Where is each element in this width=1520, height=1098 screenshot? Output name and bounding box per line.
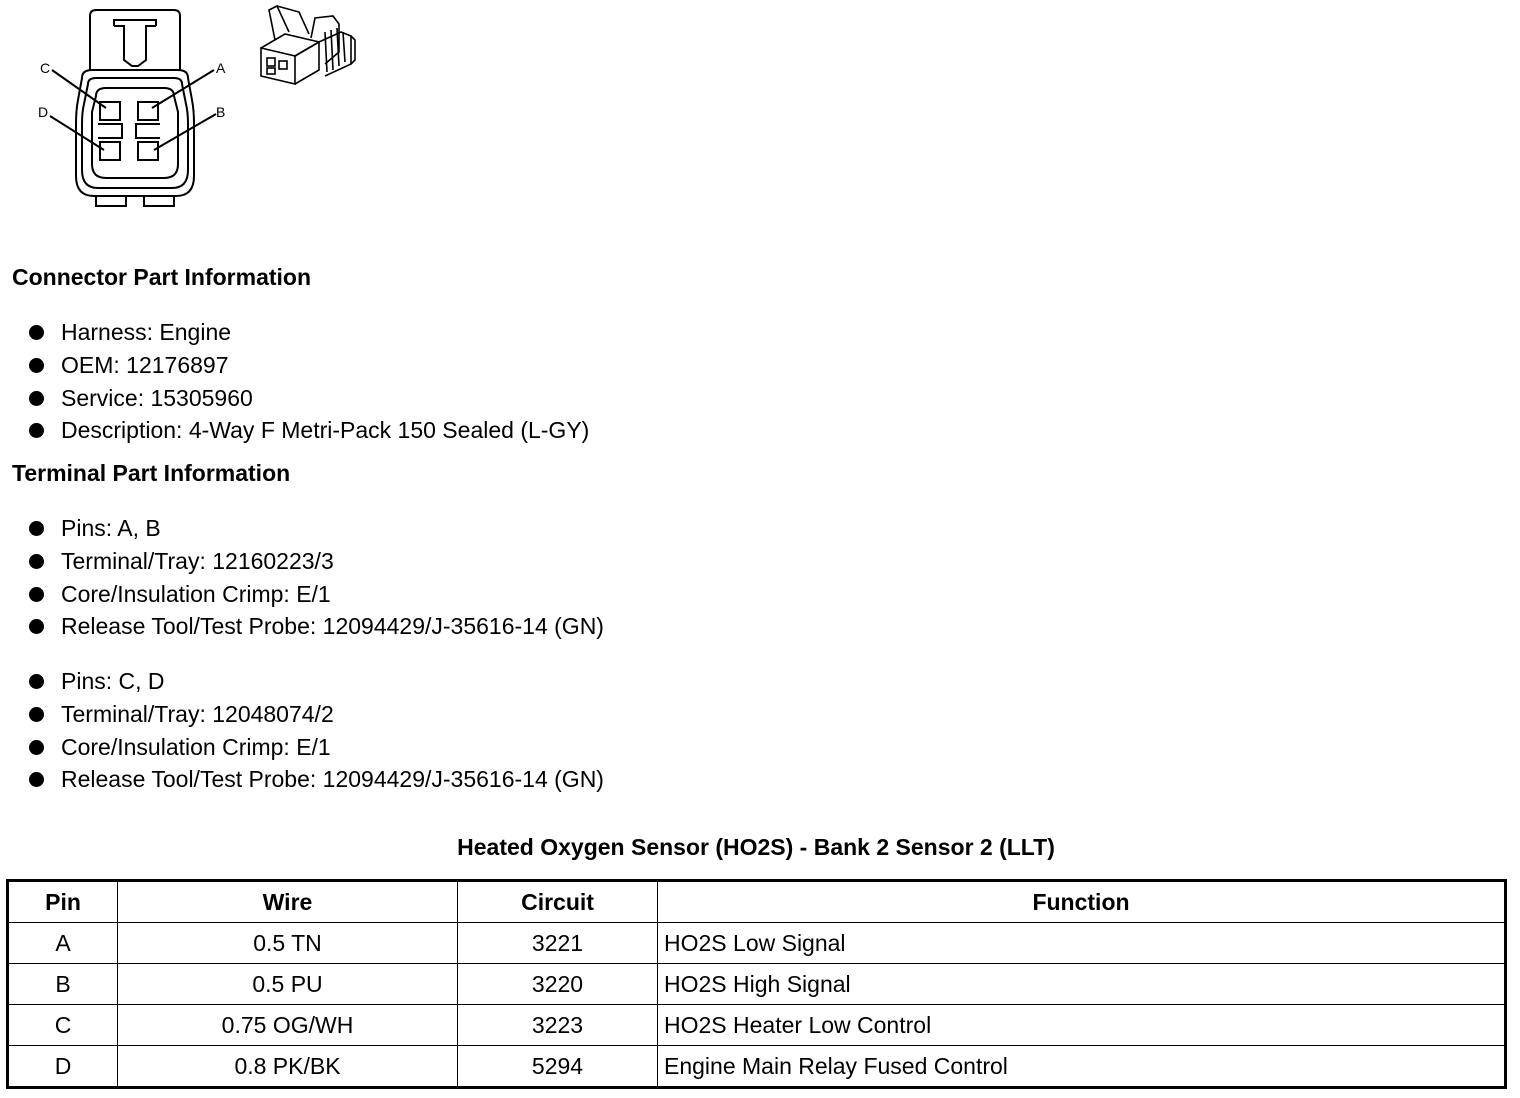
list-item: Terminal/Tray: 12160223/3 xyxy=(28,545,604,578)
terminal-group-ab-list xyxy=(28,512,604,643)
cell-pin: A xyxy=(8,923,118,964)
cell-wire: 0.5 PU xyxy=(118,964,458,1005)
connector-info-title: Connector Part Information xyxy=(12,264,312,290)
table-header-row xyxy=(8,881,1506,923)
table-row xyxy=(8,1005,1506,1046)
cell-circuit: 3220 xyxy=(458,964,658,1005)
cell-circuit: 5294 xyxy=(458,1046,658,1088)
bullet-icon xyxy=(29,554,44,569)
pin-label-a: A xyxy=(216,60,226,76)
list-item: Description: 4-Way F Metri-Pack 150 Sealed (L-GY) xyxy=(28,414,589,447)
list-item: Harness: Engine xyxy=(28,316,589,349)
connector-isometric-sketch xyxy=(255,2,360,87)
pin-label-b: B xyxy=(216,104,226,120)
list-item: Terminal/Tray: 12048074/2 xyxy=(28,698,604,731)
bullet-icon xyxy=(29,391,44,406)
pin-table-title: Heated Oxygen Sensor (HO2S) - Bank 2 Sensor 2 (LLT) xyxy=(457,834,1055,860)
table-row xyxy=(8,1046,1506,1088)
cell-function: Engine Main Relay Fused Control xyxy=(658,1046,1506,1088)
connector-info-list xyxy=(28,316,589,447)
header-wire: Wire xyxy=(118,881,458,923)
cell-pin: D xyxy=(8,1046,118,1088)
cell-pin: B xyxy=(8,964,118,1005)
cell-circuit: 3223 xyxy=(458,1005,658,1046)
header-pin: Pin xyxy=(8,881,118,923)
bullet-icon xyxy=(29,772,44,787)
list-item: Core/Insulation Crimp: E/1 xyxy=(28,578,604,611)
bullet-icon xyxy=(29,423,44,438)
cell-pin: C xyxy=(8,1005,118,1046)
terminal-info-title: Terminal Part Information xyxy=(12,460,291,486)
header-function: Function xyxy=(658,881,1506,923)
list-item: Service: 15305960 xyxy=(28,382,589,415)
pin-label-c: C xyxy=(40,60,51,76)
connector-face-diagram xyxy=(30,0,240,215)
bullet-icon xyxy=(29,674,44,689)
cell-wire: 0.75 OG/WH xyxy=(118,1005,458,1046)
header-circuit: Circuit xyxy=(458,881,658,923)
bullet-icon xyxy=(29,521,44,536)
cell-function: HO2S Heater Low Control xyxy=(658,1005,1506,1046)
bullet-icon xyxy=(29,587,44,602)
bullet-icon xyxy=(29,358,44,373)
cell-wire: 0.8 PK/BK xyxy=(118,1046,458,1088)
bullet-icon xyxy=(29,325,44,340)
bullet-icon xyxy=(29,740,44,755)
table-row xyxy=(8,923,1506,964)
cell-function: HO2S Low Signal xyxy=(658,923,1506,964)
list-item: Release Tool/Test Probe: 12094429/J-35616-14 (GN) xyxy=(28,763,604,796)
bullet-icon xyxy=(29,707,44,722)
list-item: OEM: 12176897 xyxy=(28,349,589,382)
table-row xyxy=(8,964,1506,1005)
bullet-icon xyxy=(29,619,44,634)
terminal-group-cd-list xyxy=(28,665,604,796)
list-item: Pins: A, B xyxy=(28,512,604,545)
list-item: Pins: C, D xyxy=(28,665,604,698)
list-item: Core/Insulation Crimp: E/1 xyxy=(28,731,604,764)
pin-label-d: D xyxy=(38,104,49,120)
list-item: Release Tool/Test Probe: 12094429/J-35616-14 (GN) xyxy=(28,610,604,643)
cell-circuit: 3221 xyxy=(458,923,658,964)
pin-table xyxy=(6,879,1507,1089)
cell-wire: 0.5 TN xyxy=(118,923,458,964)
cell-function: HO2S High Signal xyxy=(658,964,1506,1005)
